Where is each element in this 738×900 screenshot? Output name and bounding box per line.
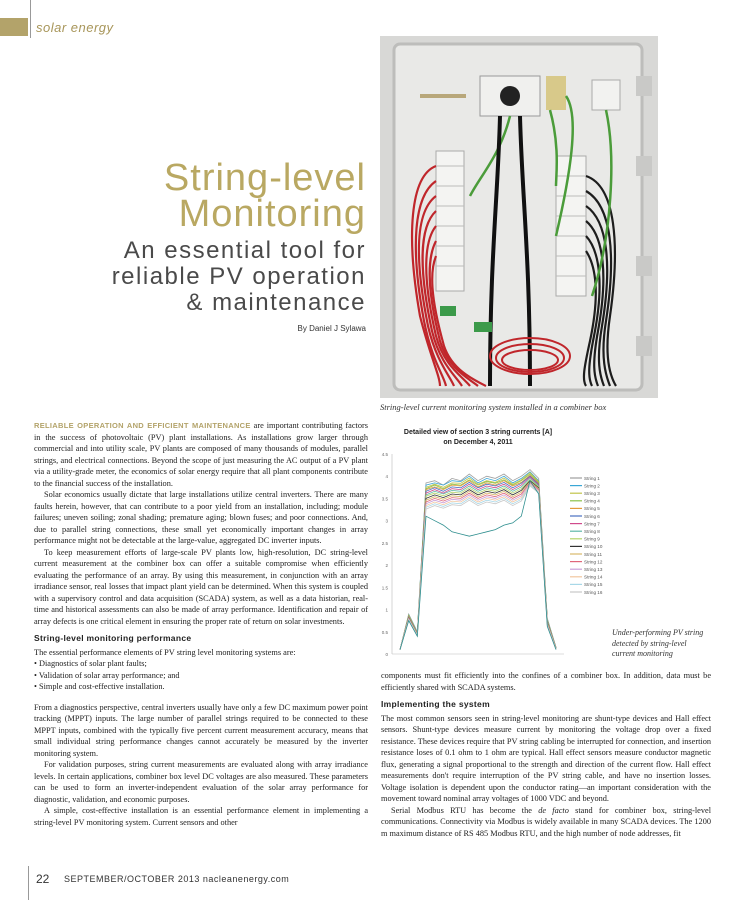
y-tick-label: 2	[385, 563, 388, 569]
y-tick-label: 1.5	[381, 585, 388, 591]
series-line	[400, 477, 556, 649]
string-current-chart	[374, 420, 614, 666]
legend-label: String 15	[584, 582, 603, 588]
paragraph: components must fit efficiently into the confines of a combiner box. In addition, data must be efficiently shared with SCADA systems.	[381, 671, 711, 692]
legend-label: String 1	[584, 475, 600, 481]
list-item: • Validation of solar array performance; and	[34, 670, 180, 680]
legend-label: String 7	[584, 521, 600, 527]
legend-label: String 16	[584, 589, 603, 595]
title-line: String-level	[163, 157, 366, 199]
issue-info: SEPTEMBER/OCTOBER 2013 nacleanenergy.com	[64, 874, 290, 884]
chart-caption: Under-performing PV string detected by string-level current monitoring	[612, 628, 704, 658]
series-line	[400, 481, 556, 650]
bullet-list	[34, 658, 368, 693]
subtitle-line: reliable PV operation	[111, 263, 366, 290]
y-tick-label: 3.5	[381, 496, 388, 502]
series-line	[400, 482, 556, 649]
subtitle-line: & maintenance	[186, 289, 366, 316]
legend-label: String 8	[584, 529, 600, 534]
byline: By Daniel J Sylawa	[297, 324, 366, 333]
legend-label: String 12	[584, 559, 603, 565]
series-line	[400, 484, 556, 649]
chart-svg	[374, 420, 614, 666]
page-number: 22	[36, 872, 50, 886]
paragraph-text: Serial Modbus RTU has become the	[391, 805, 539, 815]
paragraph: To keep measurement efforts of large-scale PV plants low, high-resolution, DC string-level current measurement at the combiner box can offer a suitable compromise when efficiently evaluating the performance of an array. By using this measurement, in conjunction with an array irradiance sensor, real losses that impact plant yield can be determined. When this system is coupled with a supervisory control and data acquisition (SCADA) system, as well as a data historian, real-time and historical assessments can also be made of array performance. Identification and repair of array defects is one critical element in ensuring the proper rate of return on solar investments.	[34, 547, 368, 626]
section-label: solar energy	[36, 20, 114, 35]
y-tick-label: 1	[385, 607, 388, 613]
photo-caption: String-level current monitoring system installed in a combiner box	[380, 402, 607, 412]
paragraph	[381, 805, 711, 840]
body-left-column	[34, 420, 368, 828]
paragraph-text: stand for combiner box, string-level communications. Connectivity via Modbus is widely available in many SCADA devices. The 1200 m maximum distance of RS 485 Modbus RTU, and the high number of node addresses, fit	[381, 805, 712, 838]
subheading: Implementing the system	[381, 699, 490, 709]
combiner-box-illustration	[380, 36, 658, 398]
legend-label: String 6	[584, 513, 600, 519]
series-line	[400, 483, 556, 649]
y-tick-label: 3	[385, 518, 388, 524]
legend-label: String 9	[584, 536, 600, 542]
combiner-box-photo	[380, 36, 658, 398]
paragraph: The essential performance elements of PV string level monitoring systems are:	[34, 647, 296, 657]
article-subtitle	[112, 238, 366, 316]
body-right-column	[381, 670, 711, 839]
series-line	[400, 485, 556, 649]
series-line	[400, 486, 556, 650]
paragraph: From a diagnostics perspective, central inverters usually have only a few DC maximum power point tracking (MPPT) inputs. The large number of parallel strings required to be connected to these MPPT inputs, combined with the typically five percent current measurement accuracy, means that small individual string performance changes cannot accurately be measured by the inverter monitoring system.	[34, 702, 368, 758]
legend-label: String 4	[584, 498, 600, 504]
legend-label: String 14	[584, 574, 603, 580]
list-item: • Diagnostics of solar plant faults;	[34, 659, 147, 668]
paragraph: The most common sensors seen in string-level monitoring are shunt-type devices and Hall effect sensors. Shunt-type devices measure current by monitoring the voltage drop over a fixed resistance. These devices require that PV string cabling be interrupted for connection, and insertion resistance loses of 0.1 ohm to 1 ohm are typical. Hall effect sensors measure conductor magnetic flux, generating a signal proportional to the strength and direction of the current flow. Hall effect measurements don't require interruption of the PV string cable, and have no insertion losses. Voltage isolation is dependent upon the conductor rating—an important consideration with the movement toward nominal array voltages of 1000 VDC and beyond.	[381, 713, 711, 803]
legend-label: String 13	[584, 567, 603, 572]
y-tick-label: 4.5	[381, 452, 388, 457]
legend-label: String 2	[584, 483, 600, 489]
divider	[30, 0, 31, 38]
y-tick-label: 4	[385, 474, 388, 480]
series-line	[400, 473, 556, 650]
paragraph: For validation purposes, string current measurements are evaluated along with array irradiance levels. In certain applications, combiner box level DC voltages are also measured. These parameters can be used to form an inverter-independent evaluation of the solar array performance for diagnostic, validation, and economic purposes.	[34, 760, 368, 804]
series-line	[400, 475, 556, 649]
y-tick-label: 0	[385, 652, 388, 657]
paragraph	[34, 420, 368, 489]
subtitle-line: An essential tool for	[123, 237, 366, 264]
paragraph: A simple, cost-effective installation is an essential performance element in implementing a string-level PV monitoring system. Current sensors and other	[34, 806, 368, 827]
legend-label: String 3	[584, 491, 600, 496]
y-tick-label: 0.5	[381, 629, 388, 635]
legend-label: String 5	[584, 506, 600, 512]
section-color-block	[0, 18, 28, 36]
article-title	[163, 157, 366, 235]
chart-title: Detailed view of section 3 string currents [A]	[403, 429, 553, 436]
legend-label: String 11	[584, 551, 603, 557]
paragraph: Solar economics usually dictate that large installations utilize central inverters. There are many faults herein, however, that can contribute to a poor yield from an installation, including; module failures; uneven soiling; zonal shading; premature aging; blown fuses; and poor connections. And, due to parallel string connections, these small yet economically important changes in array performance might not be detectable at the large-value, aggregated DC inverter inputs.	[34, 490, 368, 545]
y-tick-label: 2.5	[381, 540, 388, 546]
list-item: • Simple and cost-effective installation.	[34, 682, 165, 691]
emphasis: de facto	[538, 805, 569, 815]
title-line: Monitoring	[178, 193, 366, 235]
paragraph-text: are important contributing factors in the success of photovoltaic (PV) plant installations. As installations grow larger through commercial and into utility scale, PV plants are composed of many thousands of modules, parallel strings, and electrical connections. Beyond the scope of just measuring the AC output of a PV plant via a utility-grade meter, the economics of solar energy require that all plant components contribute to the financial success of the installation.	[34, 421, 368, 488]
lead-in: RELIABLE OPERATION AND EFFICIENT MAINTENANCE	[34, 421, 251, 430]
series-line	[400, 481, 556, 650]
subheading: String-level monitoring performance	[34, 633, 192, 643]
chart-title: on December 4, 2011	[443, 439, 513, 446]
legend-label: String 10	[584, 544, 603, 550]
divider	[28, 866, 29, 900]
series-line	[400, 482, 556, 650]
